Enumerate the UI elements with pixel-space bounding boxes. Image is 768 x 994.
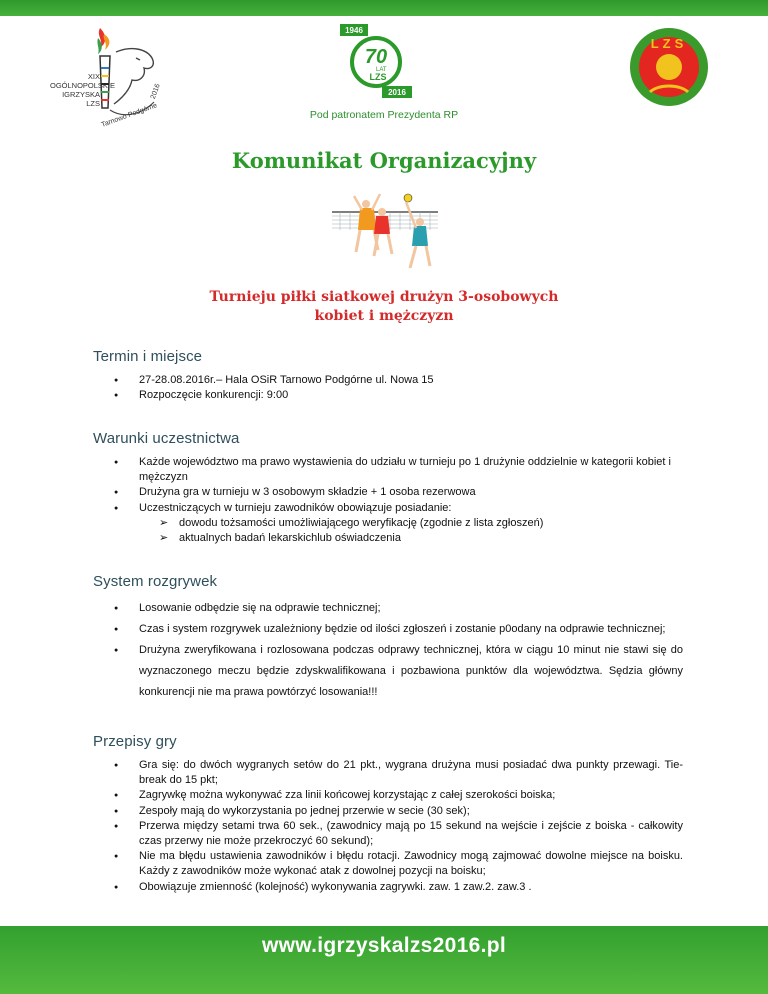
games-logo-year: 2016 — [149, 82, 162, 101]
termin-item-start: ● Rozpoczęcie konkurencji: 9:00 — [93, 388, 683, 403]
section-system — [93, 573, 683, 703]
warunki-item-3 — [93, 501, 683, 547]
games-logo-line-1: XIX — [87, 72, 100, 81]
przepisy-item-6: ● Obowiązuje zmienność (kolejność) wykonywania zagrywki. zaw. 1 zaw.2. zaw.3 . — [93, 880, 683, 895]
przepisy-item-4: ● Przerwa między setami trwa 60 sek., (zawodnicy mają po 15 sekund na wejście i zejście z boiska - całkowity czas przerwy nie może przekroczyć 60 sekund); — [93, 819, 683, 849]
volleyball-players-illustration — [330, 190, 440, 275]
anniversary-lzs: LZS — [369, 72, 387, 82]
przepisy-item-3: ● Zespoły mają do wykorzystania po jednej przerwie w secie (30 sek); — [93, 804, 683, 819]
section-title-termin: Termin i miejsce — [93, 348, 203, 365]
system-item-2: ● Czas i system rozgrywek uzależniony będzie od ilości zgłoszeń i zostanie p0odany na odprawie technicznej; — [93, 619, 683, 640]
section-title-warunki: Warunki uczestnictwa — [93, 430, 240, 447]
przepisy-item-1: ● Gra się: do dwóch wygranych setów do 21 pkt., wygrana drużyna musi posiadać dwa punkty przewagi. Tie-break do 15 pkt; — [93, 758, 683, 788]
warunki-item-1: ● Każde województwo ma prawo wystawienia do udziału w turnieju po 1 drużynie oddzielnie w kategorii kobiet i mężczyzn — [93, 455, 683, 485]
system-item-3: ● Drużyna zweryfikowana i rozlosowana podczas odprawy technicznej, która w ciągu 10 minut nie stawi się do wyznaczonego meczu będzie zdyskwalifikowana i pozbawiona punktów dla województwa. Sędzia główny konkurencji nie ma prawa powtórzyć losowania!!! — [93, 640, 683, 703]
anniversary-lat: LAT — [376, 67, 387, 73]
games-logo-line-2: OGÓLNOPOLSKIE — [50, 81, 116, 90]
anniversary-year-bottom: 2016 — [388, 88, 406, 97]
anniversary-year-top: 1946 — [345, 26, 363, 35]
warunki-item-2: ● Drużyna gra w turnieju w 3 osobowym składzie + 1 osoba rezerwowa — [93, 485, 683, 500]
anniversary-number: 70 — [364, 46, 388, 68]
subtitle-line-2: kobiet i mężczyzn — [314, 308, 454, 324]
page-title: Komunikat Organizacyjny — [231, 148, 537, 173]
patronage-text: Pod patronatem Prezydenta RP — [309, 109, 459, 121]
section-warunki — [93, 430, 683, 546]
tournament-subtitle — [0, 288, 768, 326]
termin-item-date: ● 27-28.08.2016r.– Hala OSiR Tarnowo Podgórne ul. Nowa 15 — [93, 373, 683, 388]
section-title-przepisy: Przepisy gry — [93, 733, 177, 750]
games-logo-line-3: IGRZYSKA — [62, 90, 100, 99]
warunki-subitem-1: ➢ dowodu tożsamości umożliwiającego weryfikację (zgodnie z lista zgłoszeń) — [139, 516, 683, 531]
section-title-system: System rozgrywek — [93, 573, 218, 590]
footer-website-link[interactable]: www.igrzyskalzs2016.pl — [262, 934, 506, 957]
games-logo-line-4: LZS — [86, 99, 100, 108]
przepisy-item-5: ● Nie ma błędu ustawienia zawodników i błędu rotacji. Zawodnicy mogą zajmować dowolne miejsce na boisku. Każdy z zawodników może wykonać atak z dowolnej pozycji na boisku; — [93, 849, 683, 879]
subtitle-line-1: Turnieju piłki siatkowej drużyn 3-osobowych — [209, 289, 559, 305]
section-termin — [93, 348, 683, 403]
system-item-1: ● Losowanie odbędzie się na odprawie technicznej; — [93, 598, 683, 619]
warunki-item-3-text: Uczestniczących w turnieju zawodników obowiązuje posiadanie: — [139, 501, 452, 514]
przepisy-item-2: ● Zagrywkę można wykonywać zza linii końcowej korzystając z całej szerokości boiska; — [93, 788, 683, 803]
section-przepisy — [93, 733, 683, 895]
warunki-subitem-2: ➢ aktualnych badań lekarskichlub oświadczenia — [139, 531, 683, 546]
lzs-emblem-text: LZS — [650, 36, 688, 51]
games-logo-text — [50, 72, 116, 108]
games-logo-city: Tarnowo Podgórne — [100, 102, 159, 129]
top-green-bar — [0, 0, 768, 16]
